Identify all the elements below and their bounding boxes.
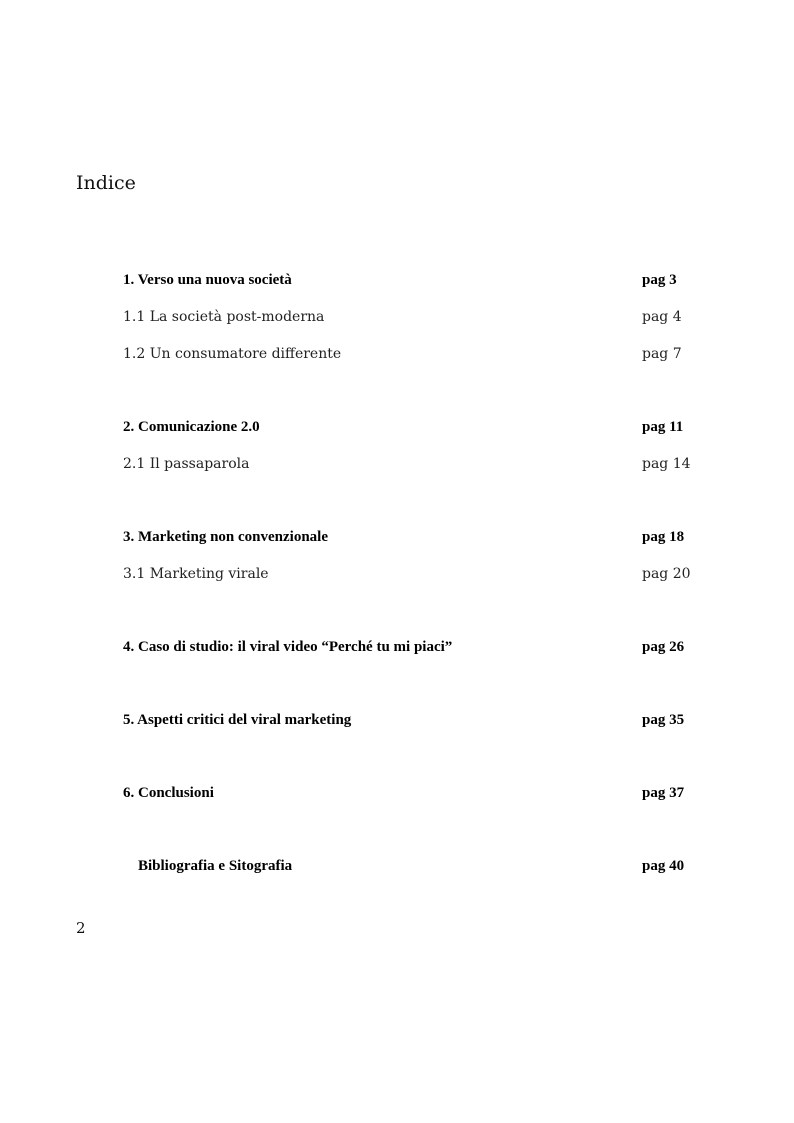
toc-entry-page: pag 18 — [642, 529, 685, 545]
toc-entry-section-3-1[interactable] — [123, 563, 689, 585]
toc-entry-label: 3.1 Marketing virale — [123, 566, 269, 582]
toc-entry-page: pag 35 — [642, 712, 685, 728]
toc-entry-label: 5. Aspetti critici del viral marketing — [123, 712, 352, 728]
toc-entry-label: 1.2 Un consumatore differente — [123, 346, 342, 362]
toc-entry-label: 4. Caso di studio: il viral video “Perché tu mi piaci” — [123, 639, 453, 655]
toc-entry-chapter-3[interactable] — [123, 526, 689, 548]
toc-entry-label: Bibliografia e Sitografia — [138, 858, 293, 874]
toc-entry-chapter-6[interactable] — [123, 782, 689, 804]
toc-entry-chapter-5[interactable] — [123, 709, 689, 731]
toc-entry-page: pag 4 — [642, 309, 682, 325]
toc-entry-label: 3. Marketing non convenzionale — [123, 529, 328, 545]
toc-entry-section-1-2[interactable] — [123, 343, 689, 365]
toc-entry-chapter-1[interactable] — [123, 269, 689, 291]
toc-entry-bibliography[interactable] — [123, 855, 689, 877]
page-title: Indice — [76, 172, 136, 194]
toc-entry-page: pag 3 — [642, 272, 677, 288]
toc-entry-label: 2. Comunicazione 2.0 — [123, 419, 260, 435]
toc-entry-page: pag 40 — [642, 858, 685, 874]
toc-entry-page: pag 37 — [642, 785, 685, 801]
toc-entry-label: 2.1 Il passaparola — [123, 456, 250, 472]
toc-entry-page: pag 26 — [642, 639, 685, 655]
toc-entry-page: pag 11 — [642, 419, 684, 435]
toc-entry-chapter-4[interactable] — [123, 636, 689, 658]
toc-entry-chapter-2[interactable] — [123, 416, 689, 438]
toc-entry-page: pag 20 — [642, 566, 691, 582]
toc-entry-page: pag 14 — [642, 456, 691, 472]
toc-entry-section-1-1[interactable] — [123, 306, 689, 328]
toc-entry-section-2-1[interactable] — [123, 453, 689, 475]
page-number: 2 — [76, 919, 86, 937]
toc-entry-label: 1. Verso una nuova società — [123, 272, 292, 288]
toc-entry-page: pag 7 — [642, 346, 682, 362]
toc-entry-label: 6. Conclusioni — [123, 785, 214, 801]
toc-entry-label: 1.1 La società post-moderna — [123, 309, 325, 325]
